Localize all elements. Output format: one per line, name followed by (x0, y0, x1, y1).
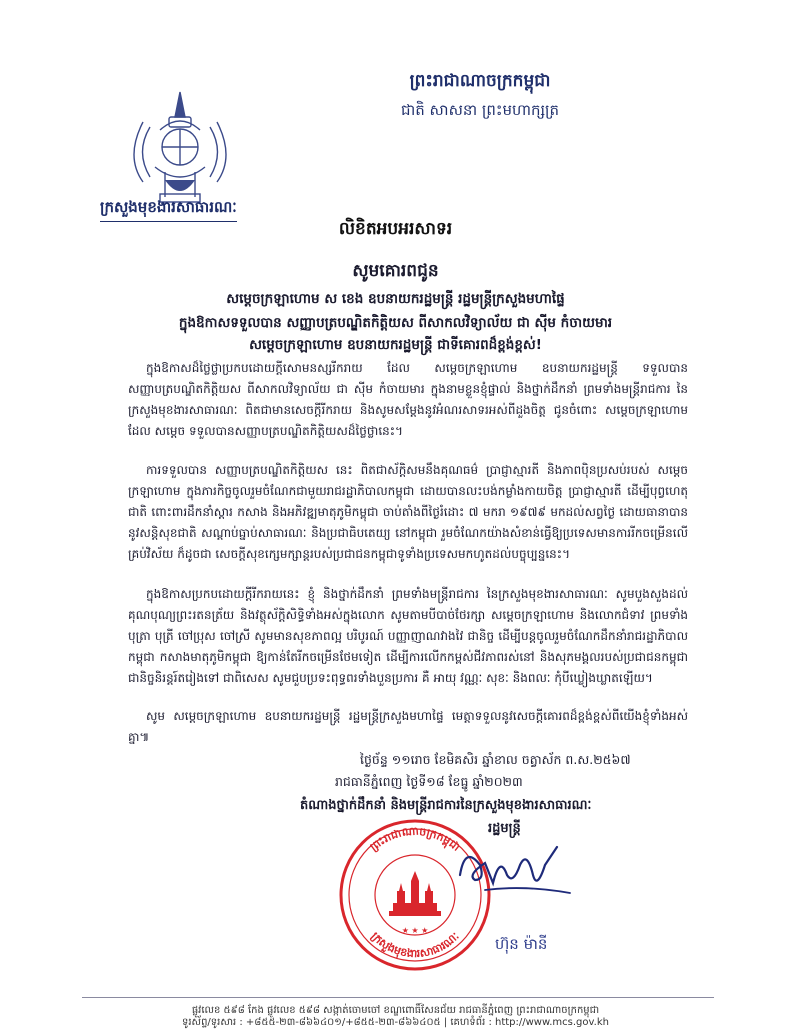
footer-contact: ទូរស័ព្ទ/ទូរសារ : +៨៥៥-២៣-៨៦៦៤០១/+៨៥៥-២៣-៨៦៦៤០៥ | គេហទំព័រ : http://www.mcs.gov.kh (182, 1017, 609, 1028)
kingdom-title: ព្រះរាជាណាចក្រកម្ពុជា (409, 71, 551, 91)
document-title: លិខិតអបអរសាទរ (338, 219, 453, 239)
svg-text:ព្រះរាជាណាចក្រកម្ពុជា: ព្រះរាជាណាចក្រកម្ពុជា (367, 824, 463, 854)
body-paragraph-1 (128, 358, 688, 442)
national-motto: ជាតិ សាសនា ព្រះមហាក្សត្រ (400, 101, 560, 119)
national-header (300, 70, 660, 123)
paragraph-text: ក្នុងឱកាសប្រកបដោយក្តីរីករាយនេះ ខ្ញុំ និងថ្នាក់ដឹកនាំ ព្រមទាំងមន្ត្រីរាជការ នៃក្រសួងមុខងារសាធារណៈ សូមបួងសួងដល់គុណបុណ្យព្រះរតនត្រ័យ និងវត្ថុស័ក្តិសិទ្ធិទាំងអស់ក្នុងលោក សូមតាមបីបាច់ថែរក្សា សម្តេចក្រឡាហោម និងលោកជំទាវ ព្រមទាំងបុត្រា បុត្រី ចៅប្រុស ចៅស្រី សូមមានសុខភាពល្អ បរិបូរណ៍ បញ្ញាញាណវាងវៃ ជានិច្ច ដើម្បីបន្តចូលរួមចំណែកដឹកនាំរាជរដ្ឋាភិបាលកម្ពុជា កសាងមាតុភូមិកម្ពុជា ឱ្យកាន់តែរីកចម្រើនថែមទៀត ដើម្បីការលើកកម្ពស់ជីវភាពរស់នៅ និងសុភមង្គលរបស់ប្រជាជនកម្ពុជា ជានិច្ចនិរន្តរ៍តរៀងទៅ ជាពិសេស សូមជួបប្រទះពុទ្ធពរទាំងបួនប្រការ គឺ អាយុ វណ្ណៈ សុខៈ និងពលៈ កុំបីឃ្លៀងឃ្លាតឡើយ។ (128, 587, 688, 685)
lunar-date: ថ្ងៃច័ន្ទ ១១រោច ខែមិគសិរ ឆ្នាំខាល ចត្វាស័ក ព.ស.២៥៦៧ (360, 752, 631, 767)
body-paragraph-4 (128, 706, 688, 748)
signature-icon (445, 835, 585, 905)
svg-text:★ ★ ★: ★ ★ ★ (401, 926, 429, 935)
body-paragraph-2 (128, 460, 688, 565)
footer-address: ផ្លូវលេខ ៥៩៨ កែង ផ្លូវលេខ ៥៩៨ សង្កាត់ចោមចៅ ខណ្ឌពោធិ៍សែនជ័យ រាជធានីភ្នំពេញ ព្រះរាជាណាចក្រកម្ពុជា (191, 1005, 600, 1016)
signatory-title: តំណាងថ្នាក់ដឹកនាំ និងមន្ត្រីរាជការនៃក្រសួងមុខងារសាធារណៈ (300, 798, 592, 813)
recipient-line-3: សម្តេចក្រឡាហោម ឧបនាយករដ្ឋមន្ត្រី ជាទីគោរពដ៏ខ្ពង់ខ្ពស់! (249, 337, 542, 353)
footer-divider (82, 997, 714, 998)
paragraph-text: សូម សម្តេចក្រឡាហោម ឧបនាយករដ្ឋមន្ត្រី រដ្ឋមន្ត្រីក្រសួងមហាផ្ទៃ មេត្តាទទួលនូវសេចក្តីគោរពដ៏ខ្ពង់ខ្ពស់ពីយើងខ្ញុំទាំងអស់គ្នា៕ (128, 709, 688, 744)
solar-date: រាជធានីភ្នំពេញ ថ្ងៃទី១៨ ខែធ្នូ ឆ្នាំ២០២៣ (335, 774, 523, 789)
paragraph-text: ការទទួលបាន សញ្ញាបត្របណ្ឌិតកិត្តិយស នេះ ពិតជាស័ក្តិសមនឹងគុណធម៌ ប្រាជ្ញាស្មារតី និងភាពប៉ិនប្រសប់របស់ សម្តេចក្រឡាហោម ក្នុងភារកិច្ចចូលរួមចំណែកជាមួយរាជរដ្ឋាភិបាលកម្ពុជា ដោយបានលះបង់កម្លាំងកាយចិត្ត ប្រាជ្ញាស្មារតី ដើម្បីបុព្វហេតុជាតិ ពោះពារដឹកនាំស្តារ កសាង និងអភិវឌ្ឍមាតុភូមិកម្ពុជា ចាប់តាំងពីថ្ងៃរំដោះ ៧ មករា ១៩៧៩ មកដល់សព្វថ្ងៃ ដោយធានាបាននូវសន្តិសុខជាតិ សណ្តាប់ធ្នាប់សាធារណៈ និងប្រជាធិបតេយ្យ នៅកម្ពុជា រួមចំណែកយ៉ាងសំខាន់ធ្វើឱ្យប្រទេសមានការរីកចម្រើនលើគ្រប់វិស័យ ក៏ដូចជា សេចក្តីសុខក្សេមក្សាន្តរបស់ប្រជាជនកម្ពុជាទូទាំងប្រទេសមកហូតដល់បច្ចុប្បន្ននេះ។ (128, 463, 688, 561)
body-paragraph-3 (128, 584, 688, 689)
recipient-line-2: ក្នុងឱកាសទទួលបាន សញ្ញាបត្របណ្ឌិតកិត្តិយស ពីសាកលវិទ្យាល័យ ជា ស៊ីម កំចាយមារ (178, 315, 613, 331)
salutation-respect: សូមគោរពជូន (352, 261, 439, 281)
recipient-line-1: សម្តេចក្រឡាហោម ស ខេង ឧបនាយករដ្ឋមន្ត្រី រដ្ឋមន្ត្រីក្រសួងមហាផ្ទៃ (226, 291, 565, 307)
royal-emblem-icon (95, 72, 265, 212)
paragraph-text: ក្នុងឱកាសដ៏ថ្លៃថ្លាប្រកបដោយក្តីសោមនស្សរីករាយ ដែល សម្តេចក្រឡាហោម ឧបនាយករដ្ឋមន្ត្រី ទទួលបាន សញ្ញាបត្របណ្ឌិតកិត្តិយស ពីសាកលវិទ្យាល័យ ជា ស៊ីម កំចាយមារ ក្នុងនាមខ្លួនខ្ញុំផ្ទាល់ និងថ្នាក់ដឹកនាំ ព្រមទាំងមន្ត្រីរាជការ នៃក្រសួងមុខងារសាធារណៈ ពិតជាមានសេចក្តីរីករាយ និងសូមសម្តែងនូវអំណរសាទរអស់ពីដួងចិត្ត ជូនចំពោះ សម្តេចក្រឡាហោម ដែល សម្តេច ទទួលបានសញ្ញាបត្របណ្ឌិតកិត្តិយសដ៏ថ្លៃថ្លានេះ។ (128, 361, 688, 438)
ministry-name: ក្រសួងមុខងារសាធារណៈ (100, 198, 237, 222)
svg-text:ក្រសួងមុខងារសាធារណៈ: ក្រសួងមុខងារសាធារណៈ (368, 929, 462, 961)
signatory-role: រដ្ឋមន្ត្រី (488, 821, 521, 836)
signer-name: ហ៊ុន ម៉ានី (495, 935, 548, 953)
